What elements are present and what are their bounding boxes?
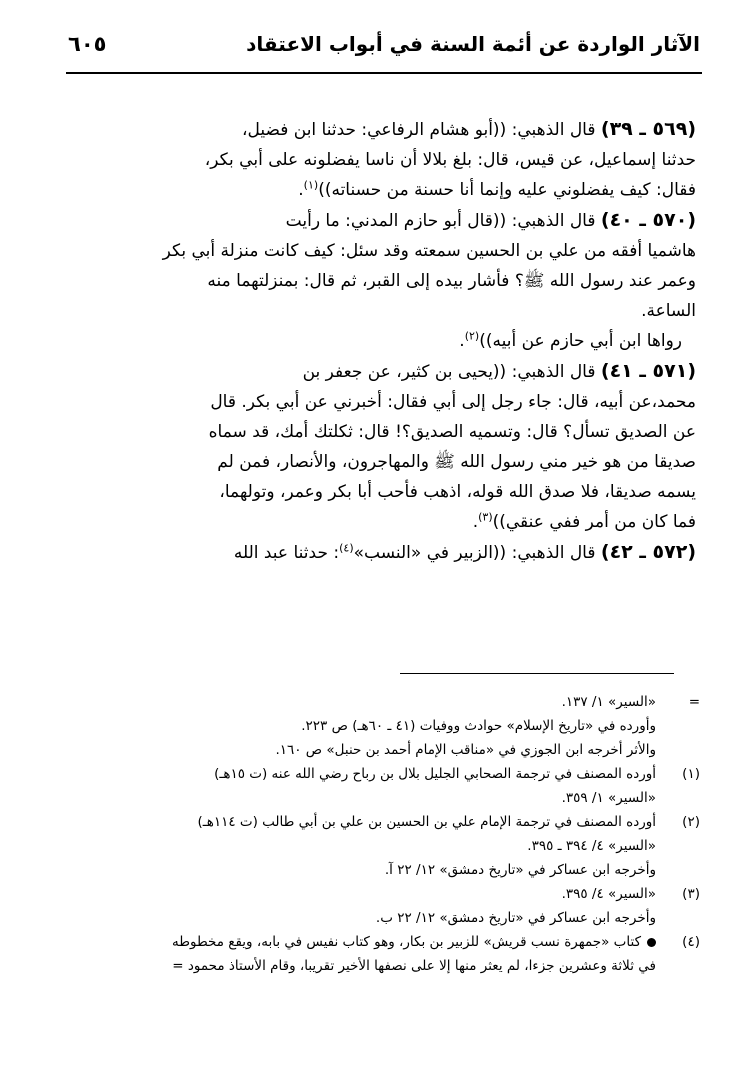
entry-number: (٥٦٩ ـ ٣٩): [600, 118, 696, 140]
footnote-4: [66, 930, 700, 978]
continuation-mark: =: [688, 694, 700, 710]
text-line: محمد،عن أبيه، قال: جاء رجل إلى أبي فقال: أخبرني عن أبي بكر. قال: [210, 392, 696, 412]
text-line: يسمه صديقا، فلا صدق الله قوله، اذهب فأحب أبا بكر وعمر، وتولهما،: [219, 482, 696, 502]
footnote-line: والأثر أخرجه ابن الجوزي في «مناقب الإمام أحمد بن حنبل» ص ١٦٠.: [275, 742, 656, 758]
entry-number: (٥٧٢ ـ ٤٢): [600, 541, 696, 563]
footnote-line: وأخرجه ابن عساكر في «تاريخ دمشق» ١٢/ ٢٢ ب.: [375, 910, 656, 926]
main-text: [68, 114, 696, 568]
punct: .: [472, 512, 479, 532]
footnote-line: «السير» ٤/ ٣٩٤ ـ ٣٩٥.: [527, 838, 656, 854]
text-line: هاشميا أفقه من علي بن الحسين سمعته وقد سئل: كيف كانت منزلة أبي بكر: [162, 241, 696, 261]
footnote-1: [66, 762, 700, 810]
entry-number: (٥٧١ ـ ٤١): [600, 360, 696, 382]
page-number: ٦٠٥: [68, 32, 107, 56]
text-line: [68, 175, 696, 205]
header-title: الآثار الواردة عن أئمة السنة في أبواب الاعتقاد: [246, 32, 700, 56]
entry-572: [68, 537, 696, 568]
entry-569: [68, 114, 696, 145]
running-header: [66, 28, 702, 74]
entry-text: قال الذهبي: ((أبو هشام الرفاعي: حدثنا ابن فضيل،: [241, 120, 596, 140]
text-line: صديقا من هو خير مني رسول الله ﷺ والمهاجرون، والأنصار، فمن لم: [217, 452, 696, 472]
entry-number: (٥٧٠ ـ ٤٠): [600, 209, 696, 231]
footnote-line: في ثلاثة وعشرين جزءا، لم يعثر منها إلا على نصفها الأخير تقريبا، وقام الأستاذ محمود =: [172, 958, 656, 974]
text-segment: فقال: كيف يفضلوني عليه وإنما أنا حسنة من حسناته)): [318, 180, 696, 200]
footnote-line: أورده المصنف في ترجمة الصحابي الجليل بلال بن رباح رضي الله عنه (ت ١٥هـ): [214, 766, 656, 782]
text-line: [68, 326, 696, 356]
footnote-line: «السير» ١/ ٣٥٩.: [561, 790, 656, 806]
footnote-mark: (٢): [682, 814, 700, 830]
footnotes: [66, 690, 700, 978]
text-segment: فما كان من أمر ففي عنقي)): [492, 512, 696, 532]
footnote-line: وأورده في «تاريخ الإسلام» حوادث ووفيات (٤١ ـ ٦٠هـ) ص ٢٢٣.: [301, 718, 656, 734]
footnote-mark: (٤): [682, 934, 700, 950]
footnote-line: أورده المصنف في ترجمة الإمام علي بن الحسين بن علي بن أبي طالب (ت ١١٤هـ): [197, 814, 656, 830]
footnote-line: [66, 930, 656, 954]
entry-text: قال الذهبي: ((قال أبو حازم المدني: ما رأيت: [285, 211, 596, 231]
bullet-icon: [647, 938, 656, 947]
footnote-continuation: [66, 690, 700, 762]
footnote-text: كتاب «جمهرة نسب قريش» للزبير بن بكار، وهو كتاب نفيس في بابه، ويقع مخطوطه: [172, 934, 641, 950]
footnote-line: وأخرجه ابن عساكر في «تاريخ دمشق» ١٢/ ٢٢ آ.: [384, 862, 656, 878]
footnote-separator: [400, 673, 674, 674]
footnote-ref[interactable]: (٢): [464, 329, 480, 343]
punct: .: [298, 180, 304, 200]
entry-571: [68, 356, 696, 387]
footnote-mark: (٣): [682, 886, 700, 902]
text-line: [68, 507, 696, 537]
entry-text: قال الذهبي: ((الزبير في «النسب»: [353, 543, 596, 563]
punct: .: [459, 331, 465, 351]
entry-570: [68, 205, 696, 236]
text-line: عن الصديق تسأل؟ قال: وتسميه الصديق؟! قال: ثكلتك أمك، قد سماه: [208, 422, 696, 442]
footnote-3: [66, 882, 700, 930]
footnote-2: [66, 810, 700, 882]
entry-text: : حدثنا عبد الله: [233, 543, 340, 563]
text-segment: رواها ابن أبي حازم عن أبيه)): [479, 331, 682, 351]
text-line: حدثنا إسماعيل، عن قيس، قال: بلغ بلالا أن ناسا يفضلونه على أبي بكر،: [204, 150, 696, 170]
footnote-line: «السير» ٤/ ٣٩٥.: [561, 886, 656, 902]
entry-text: قال الذهبي: ((يحيى بن كثير، عن جعفر بن: [302, 362, 596, 382]
footnote-ref[interactable]: (١): [303, 178, 319, 192]
text-line: الساعة.: [641, 301, 696, 321]
footnote-line: «السير» ١/ ١٣٧.: [561, 694, 656, 710]
footnote-ref[interactable]: (٤): [339, 541, 354, 555]
footnote-mark: (١): [682, 766, 700, 782]
text-line: وعمر عند رسول الله ﷺ؟ فأشار بيده إلى القبر، ثم قال: بمنزلتهما منه: [207, 271, 696, 291]
footnote-ref[interactable]: (٣): [478, 510, 493, 524]
